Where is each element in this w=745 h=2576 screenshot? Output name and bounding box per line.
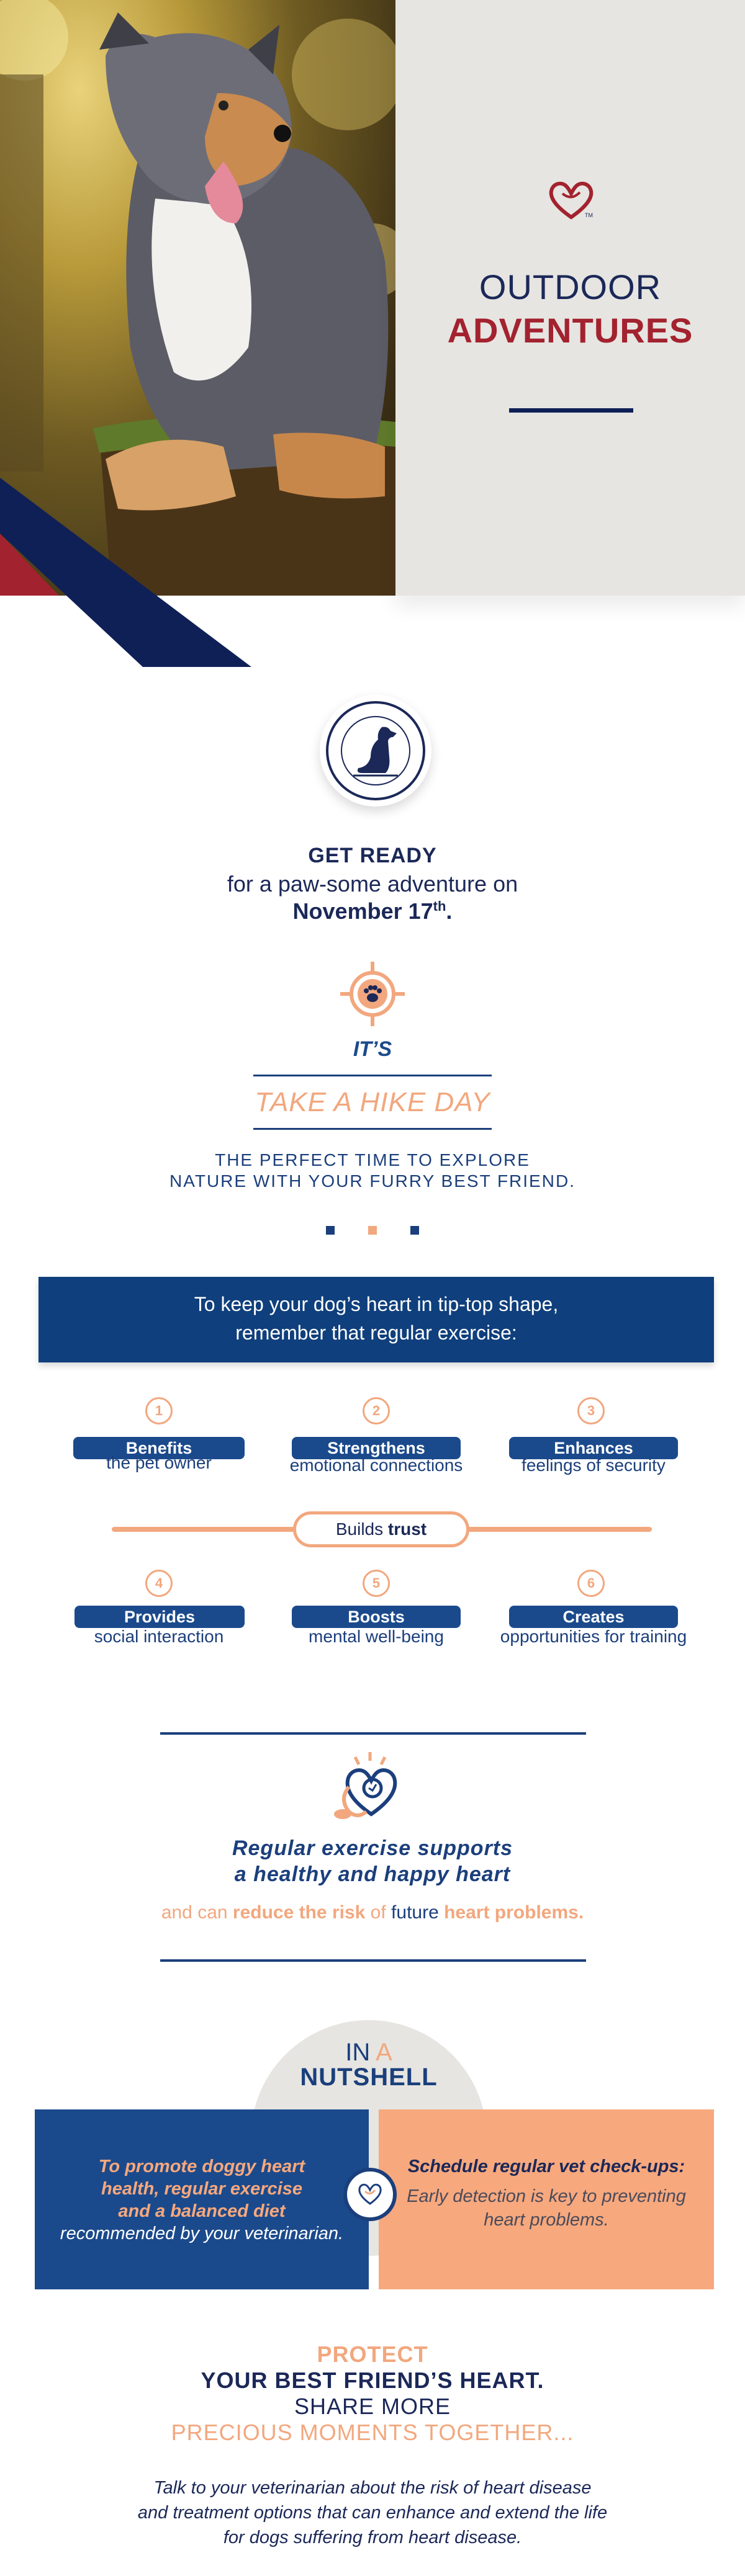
benefit-desc: mental well-being [309, 1627, 444, 1646]
heart-badge [343, 2168, 397, 2221]
hike-rule-bottom [253, 1128, 492, 1130]
perfect-time-line-1: THE PERFECT TIME TO EXPLORE [215, 1150, 530, 1169]
benefit-desc: emotional connections [289, 1456, 463, 1475]
hike-rule-top [253, 1075, 492, 1076]
hero-title-outdoor: OUTDOOR [479, 267, 662, 306]
in-a-label: IN A [345, 2039, 392, 2066]
paw-target-icon [340, 962, 405, 1026]
benefit-title: Strengthens [292, 1437, 461, 1459]
event-date: November 17th. [292, 898, 453, 924]
benefit-desc: the pet owner [106, 1453, 212, 1472]
benefit-desc: feelings of security [522, 1456, 666, 1475]
talk-line-2: and treatment options that can enhance and extend the life [137, 2503, 608, 2523]
paw-some-line: for a paw-some adventure on [227, 871, 518, 897]
benefit-title: Provides [74, 1606, 245, 1628]
heart-monitor-icon [330, 1750, 411, 1823]
section-rule-top [160, 1732, 586, 1735]
heart-logo-icon [546, 179, 596, 222]
benefit-number: 6 [577, 1570, 605, 1597]
talk-line-1: Talk to your veterinarian about the risk of heart disease [153, 2478, 592, 2498]
precious-moments-heading: PRECIOUS MOMENTS TOGETHER... [171, 2420, 574, 2445]
sitting-dog-badge [320, 695, 431, 807]
exercise-banner: To keep your dog’s heart in tip-top shape, remember that regular exercise: [38, 1277, 714, 1362]
svg-text:TM: TM [585, 212, 593, 218]
benefit-desc: opportunities for training [500, 1627, 687, 1646]
hero-section [0, 0, 745, 667]
nutshell-title: NUTSHELL [300, 2064, 438, 2091]
nutshell-left-box [35, 2109, 369, 2289]
benefit-number: 3 [577, 1397, 605, 1424]
protect-heading: PROTECT [317, 2341, 428, 2367]
benefit-title: Creates [509, 1606, 678, 1628]
take-a-hike-title: TAKE A HIKE DAY [255, 1087, 490, 1117]
builds-trust-pill: Builds trust [293, 1511, 469, 1547]
benefit-title: Boosts [292, 1606, 461, 1628]
benefit-number: 1 [145, 1397, 173, 1424]
hero-title-adventures: ADVENTURES [447, 311, 693, 350]
diagonal-stripes [0, 0, 261, 667]
sitting-dog-icon [350, 723, 402, 777]
regular-exercise-line-1: Regular exercise supports [232, 1836, 513, 1860]
decorative-dots [326, 1226, 419, 1235]
benefit-title: Enhances [509, 1437, 678, 1459]
talk-line-3: for dogs suffering from heart disease. [223, 2528, 522, 2547]
benefit-title: Benefits [73, 1437, 245, 1459]
benefit-number: 4 [145, 1570, 173, 1597]
regular-exercise-line-2: a healthy and happy heart [234, 1863, 511, 1886]
heart-icon [357, 2181, 383, 2207]
hero-divider [509, 408, 633, 413]
reduce-risk-line: and can reduce the risk of future heart problems. [161, 1902, 584, 1923]
best-friend-heading: YOUR BEST FRIEND’S HEART. [201, 2368, 544, 2393]
benefit-number: 2 [363, 1397, 390, 1424]
get-ready-heading: GET READY [308, 844, 437, 867]
perfect-time-line-2: NATURE WITH YOUR FURRY BEST FRIEND. [169, 1171, 576, 1191]
section-rule-bottom [160, 1959, 586, 1962]
its-label: IT’S [353, 1037, 392, 1061]
benefit-number: 5 [363, 1570, 390, 1597]
share-more-heading: SHARE MORE [294, 2394, 451, 2419]
benefit-desc: social interaction [94, 1627, 224, 1646]
